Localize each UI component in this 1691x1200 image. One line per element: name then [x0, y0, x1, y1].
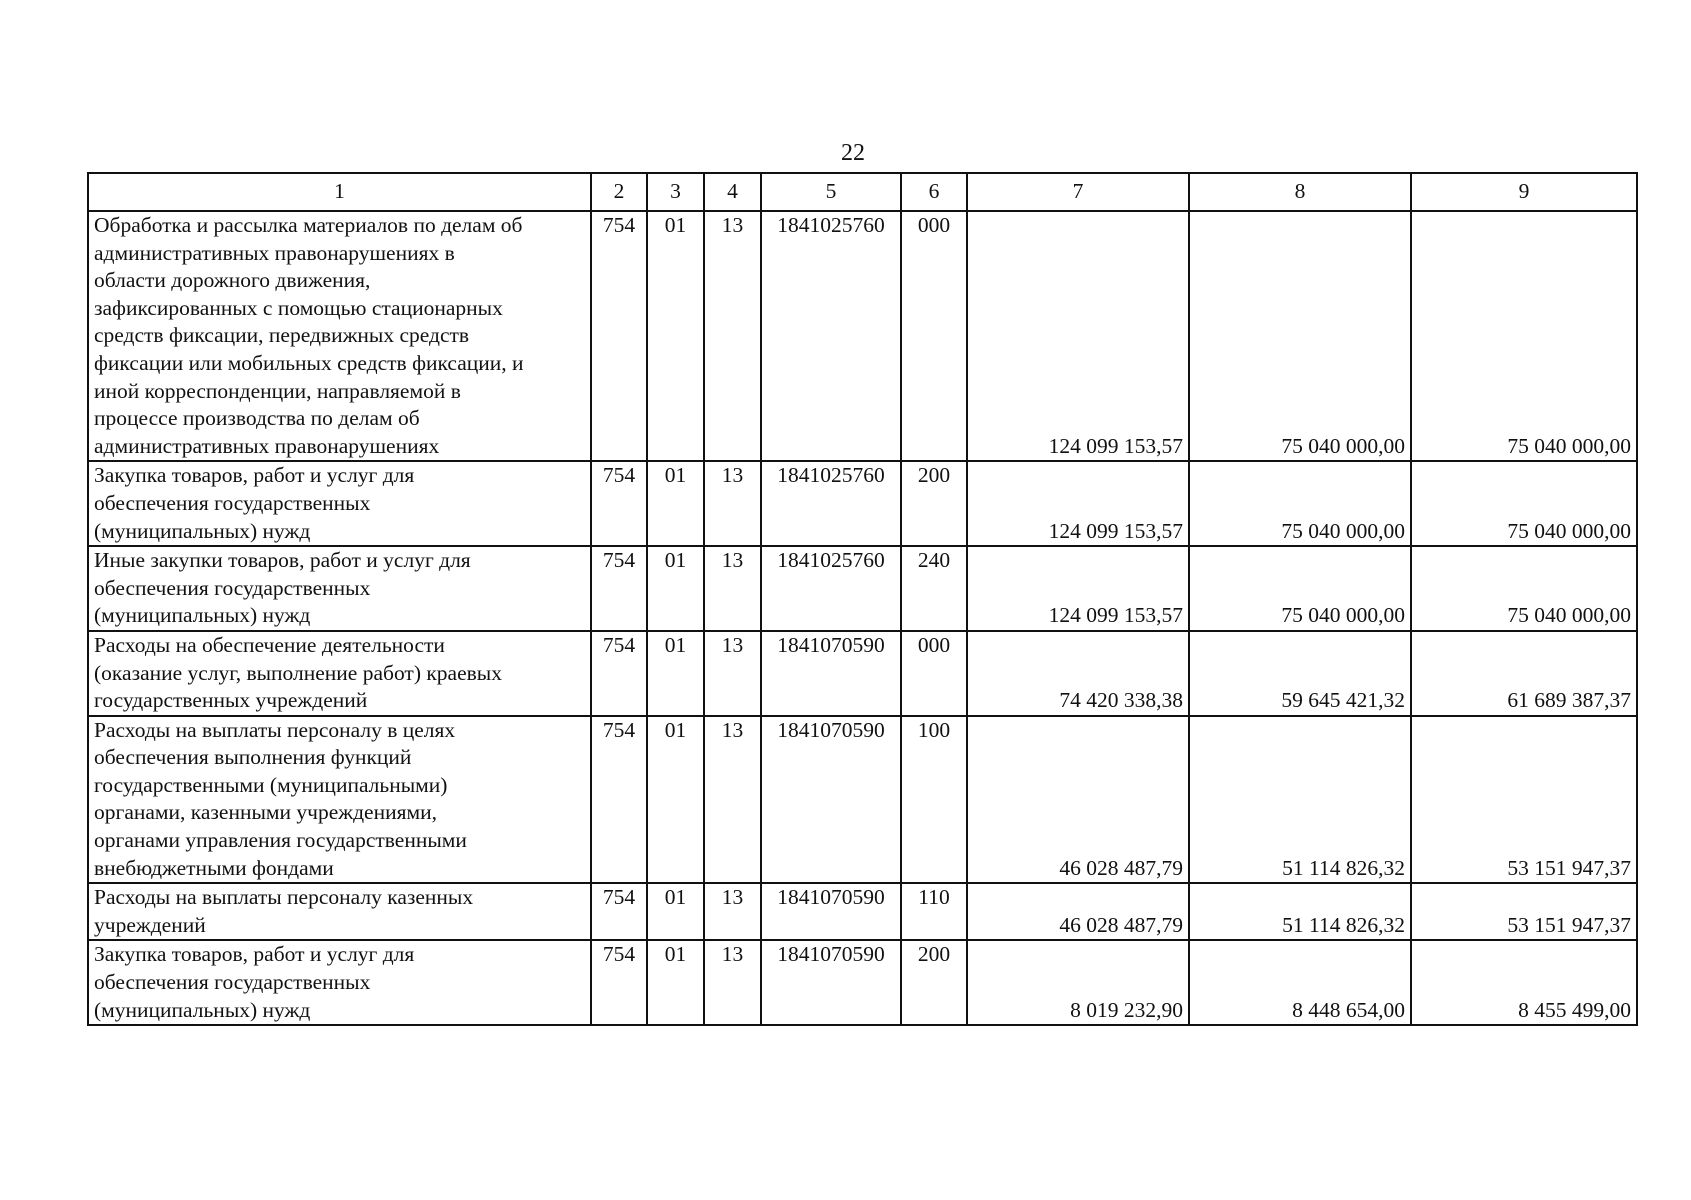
target-article-code-cell: 1841070590	[761, 883, 901, 940]
ministry-code-cell: 754	[591, 461, 647, 546]
amount-col7-cell: 74 420 338,38	[967, 631, 1189, 716]
table-body	[88, 211, 1637, 1025]
amount-col9-cell: 53 151 947,37	[1411, 883, 1637, 940]
expense-name-line: административных правонарушениях	[94, 433, 440, 458]
column-header: 4	[704, 173, 761, 211]
expense-name-line: обеспечения государственных	[94, 970, 371, 995]
amount-col9-cell: 75 040 000,00	[1411, 461, 1637, 546]
expense-name-line: органами, казенными учреждениями,	[94, 800, 437, 825]
expense-name-line: государственными (муниципальными)	[94, 772, 448, 797]
ministry-code-cell: 754	[591, 940, 647, 1025]
expense-type-code-cell: 000	[901, 631, 967, 716]
expense-name-line: зафиксированных с помощью стационарных	[94, 295, 503, 320]
expense-name-cell	[88, 940, 591, 1025]
amount-col7-cell: 8 019 232,90	[967, 940, 1189, 1025]
target-article-code-cell: 1841070590	[761, 716, 901, 884]
table-row	[88, 631, 1637, 716]
target-article-code-cell: 1841025760	[761, 461, 901, 546]
table-row	[88, 211, 1637, 461]
ministry-code-cell: 754	[591, 211, 647, 461]
ministry-code-cell: 754	[591, 546, 647, 631]
subsection-code-cell: 13	[704, 716, 761, 884]
amount-col8-cell: 51 114 826,32	[1189, 883, 1411, 940]
subsection-code-cell: 13	[704, 883, 761, 940]
expense-type-code-cell: 240	[901, 546, 967, 631]
target-article-code-cell: 1841025760	[761, 546, 901, 631]
amount-col8-cell: 75 040 000,00	[1189, 461, 1411, 546]
expense-name-line: обеспечения государственных	[94, 490, 371, 515]
subsection-code-cell: 13	[704, 461, 761, 546]
expense-name-line: фиксации или мобильных средств фиксации, и	[94, 350, 524, 375]
subsection-code-cell: 13	[704, 940, 761, 1025]
expense-name-line: средств фиксации, передвижных средств	[94, 323, 470, 348]
expense-name-cell	[88, 546, 591, 631]
section-code-cell: 01	[647, 940, 704, 1025]
expense-name-line: Расходы на обеспечение деятельности	[94, 632, 445, 657]
expense-name-line: обеспечения выполнения функций	[94, 745, 412, 770]
subsection-code-cell: 13	[704, 546, 761, 631]
expense-type-code-cell: 100	[901, 716, 967, 884]
expense-name-line: государственных учреждений	[94, 688, 368, 713]
amount-col7-cell: 124 099 153,57	[967, 461, 1189, 546]
section-code-cell: 01	[647, 546, 704, 631]
section-code-cell: 01	[647, 716, 704, 884]
section-code-cell: 01	[647, 461, 704, 546]
expense-name-line: Расходы на выплаты персоналу в целях	[94, 717, 456, 742]
section-code-cell: 01	[647, 883, 704, 940]
subsection-code-cell: 13	[704, 631, 761, 716]
amount-col8-cell: 75 040 000,00	[1189, 546, 1411, 631]
expense-name-line: области дорожного движения,	[94, 268, 371, 293]
expense-name-line: иной корреспонденции, направляемой в	[94, 378, 461, 403]
expense-name-line: (муниципальных) нужд	[94, 603, 311, 628]
ministry-code-cell: 754	[591, 716, 647, 884]
expense-name-line: административных правонарушениях в	[94, 240, 455, 265]
column-header: 6	[901, 173, 967, 211]
expense-name-line: Закупка товаров, работ и услуг для	[94, 463, 415, 488]
expense-name-line: Расходы на выплаты персоналу казенных	[94, 885, 474, 910]
expense-name-line: учреждений	[94, 912, 206, 937]
column-header: 2	[591, 173, 647, 211]
amount-col7-cell: 46 028 487,79	[967, 883, 1189, 940]
expense-name-cell	[88, 631, 591, 716]
target-article-code-cell: 1841070590	[761, 631, 901, 716]
expense-name-cell	[88, 716, 591, 884]
amount-col9-cell: 75 040 000,00	[1411, 546, 1637, 631]
expense-name-line: обеспечения государственных	[94, 575, 371, 600]
expense-type-code-cell: 000	[901, 211, 967, 461]
expense-name-line: Иные закупки товаров, работ и услуг для	[94, 548, 471, 573]
table-header-row	[88, 173, 1637, 211]
amount-col9-cell: 75 040 000,00	[1411, 211, 1637, 461]
table-row	[88, 883, 1637, 940]
column-header: 5	[761, 173, 901, 211]
column-header: 3	[647, 173, 704, 211]
expense-name-line: (муниципальных) нужд	[94, 518, 311, 543]
expense-name-line: (муниципальных) нужд	[94, 997, 311, 1022]
expense-type-code-cell: 200	[901, 461, 967, 546]
column-header: 7	[967, 173, 1189, 211]
ministry-code-cell: 754	[591, 883, 647, 940]
expense-type-code-cell: 110	[901, 883, 967, 940]
table-row	[88, 546, 1637, 631]
amount-col8-cell: 75 040 000,00	[1189, 211, 1411, 461]
amount-col7-cell: 46 028 487,79	[967, 716, 1189, 884]
column-header: 1	[88, 173, 591, 211]
expense-name-cell	[88, 211, 591, 461]
expense-name-line: внебюджетными фондами	[94, 855, 334, 880]
amount-col8-cell: 59 645 421,32	[1189, 631, 1411, 716]
expense-name-line: Обработка и рассылка материалов по делам об	[94, 213, 523, 237]
table-row	[88, 461, 1637, 546]
table-row	[88, 716, 1637, 884]
amount-col9-cell: 53 151 947,37	[1411, 716, 1637, 884]
target-article-code-cell: 1841025760	[761, 211, 901, 461]
page-number: 22	[841, 140, 865, 166]
column-header: 9	[1411, 173, 1637, 211]
expense-type-code-cell: 200	[901, 940, 967, 1025]
budget-table	[87, 172, 1638, 1026]
column-header: 8	[1189, 173, 1411, 211]
expense-name-line: Закупка товаров, работ и услуг для	[94, 942, 415, 967]
amount-col7-cell: 124 099 153,57	[967, 546, 1189, 631]
ministry-code-cell: 754	[591, 631, 647, 716]
expense-name-cell	[88, 883, 591, 940]
expense-name-line: органами управления государственными	[94, 828, 467, 853]
amount-col8-cell: 51 114 826,32	[1189, 716, 1411, 884]
expense-name-line: процессе производства по делам об	[94, 406, 420, 431]
table-row	[88, 940, 1637, 1025]
amount-col7-cell: 124 099 153,57	[967, 211, 1189, 461]
amount-col9-cell: 8 455 499,00	[1411, 940, 1637, 1025]
section-code-cell: 01	[647, 631, 704, 716]
amount-col8-cell: 8 448 654,00	[1189, 940, 1411, 1025]
amount-col9-cell: 61 689 387,37	[1411, 631, 1637, 716]
target-article-code-cell: 1841070590	[761, 940, 901, 1025]
subsection-code-cell: 13	[704, 211, 761, 461]
expense-name-line: (оказание услуг, выполнение работ) краевых	[94, 660, 502, 685]
expense-name-cell	[88, 461, 591, 546]
section-code-cell: 01	[647, 211, 704, 461]
